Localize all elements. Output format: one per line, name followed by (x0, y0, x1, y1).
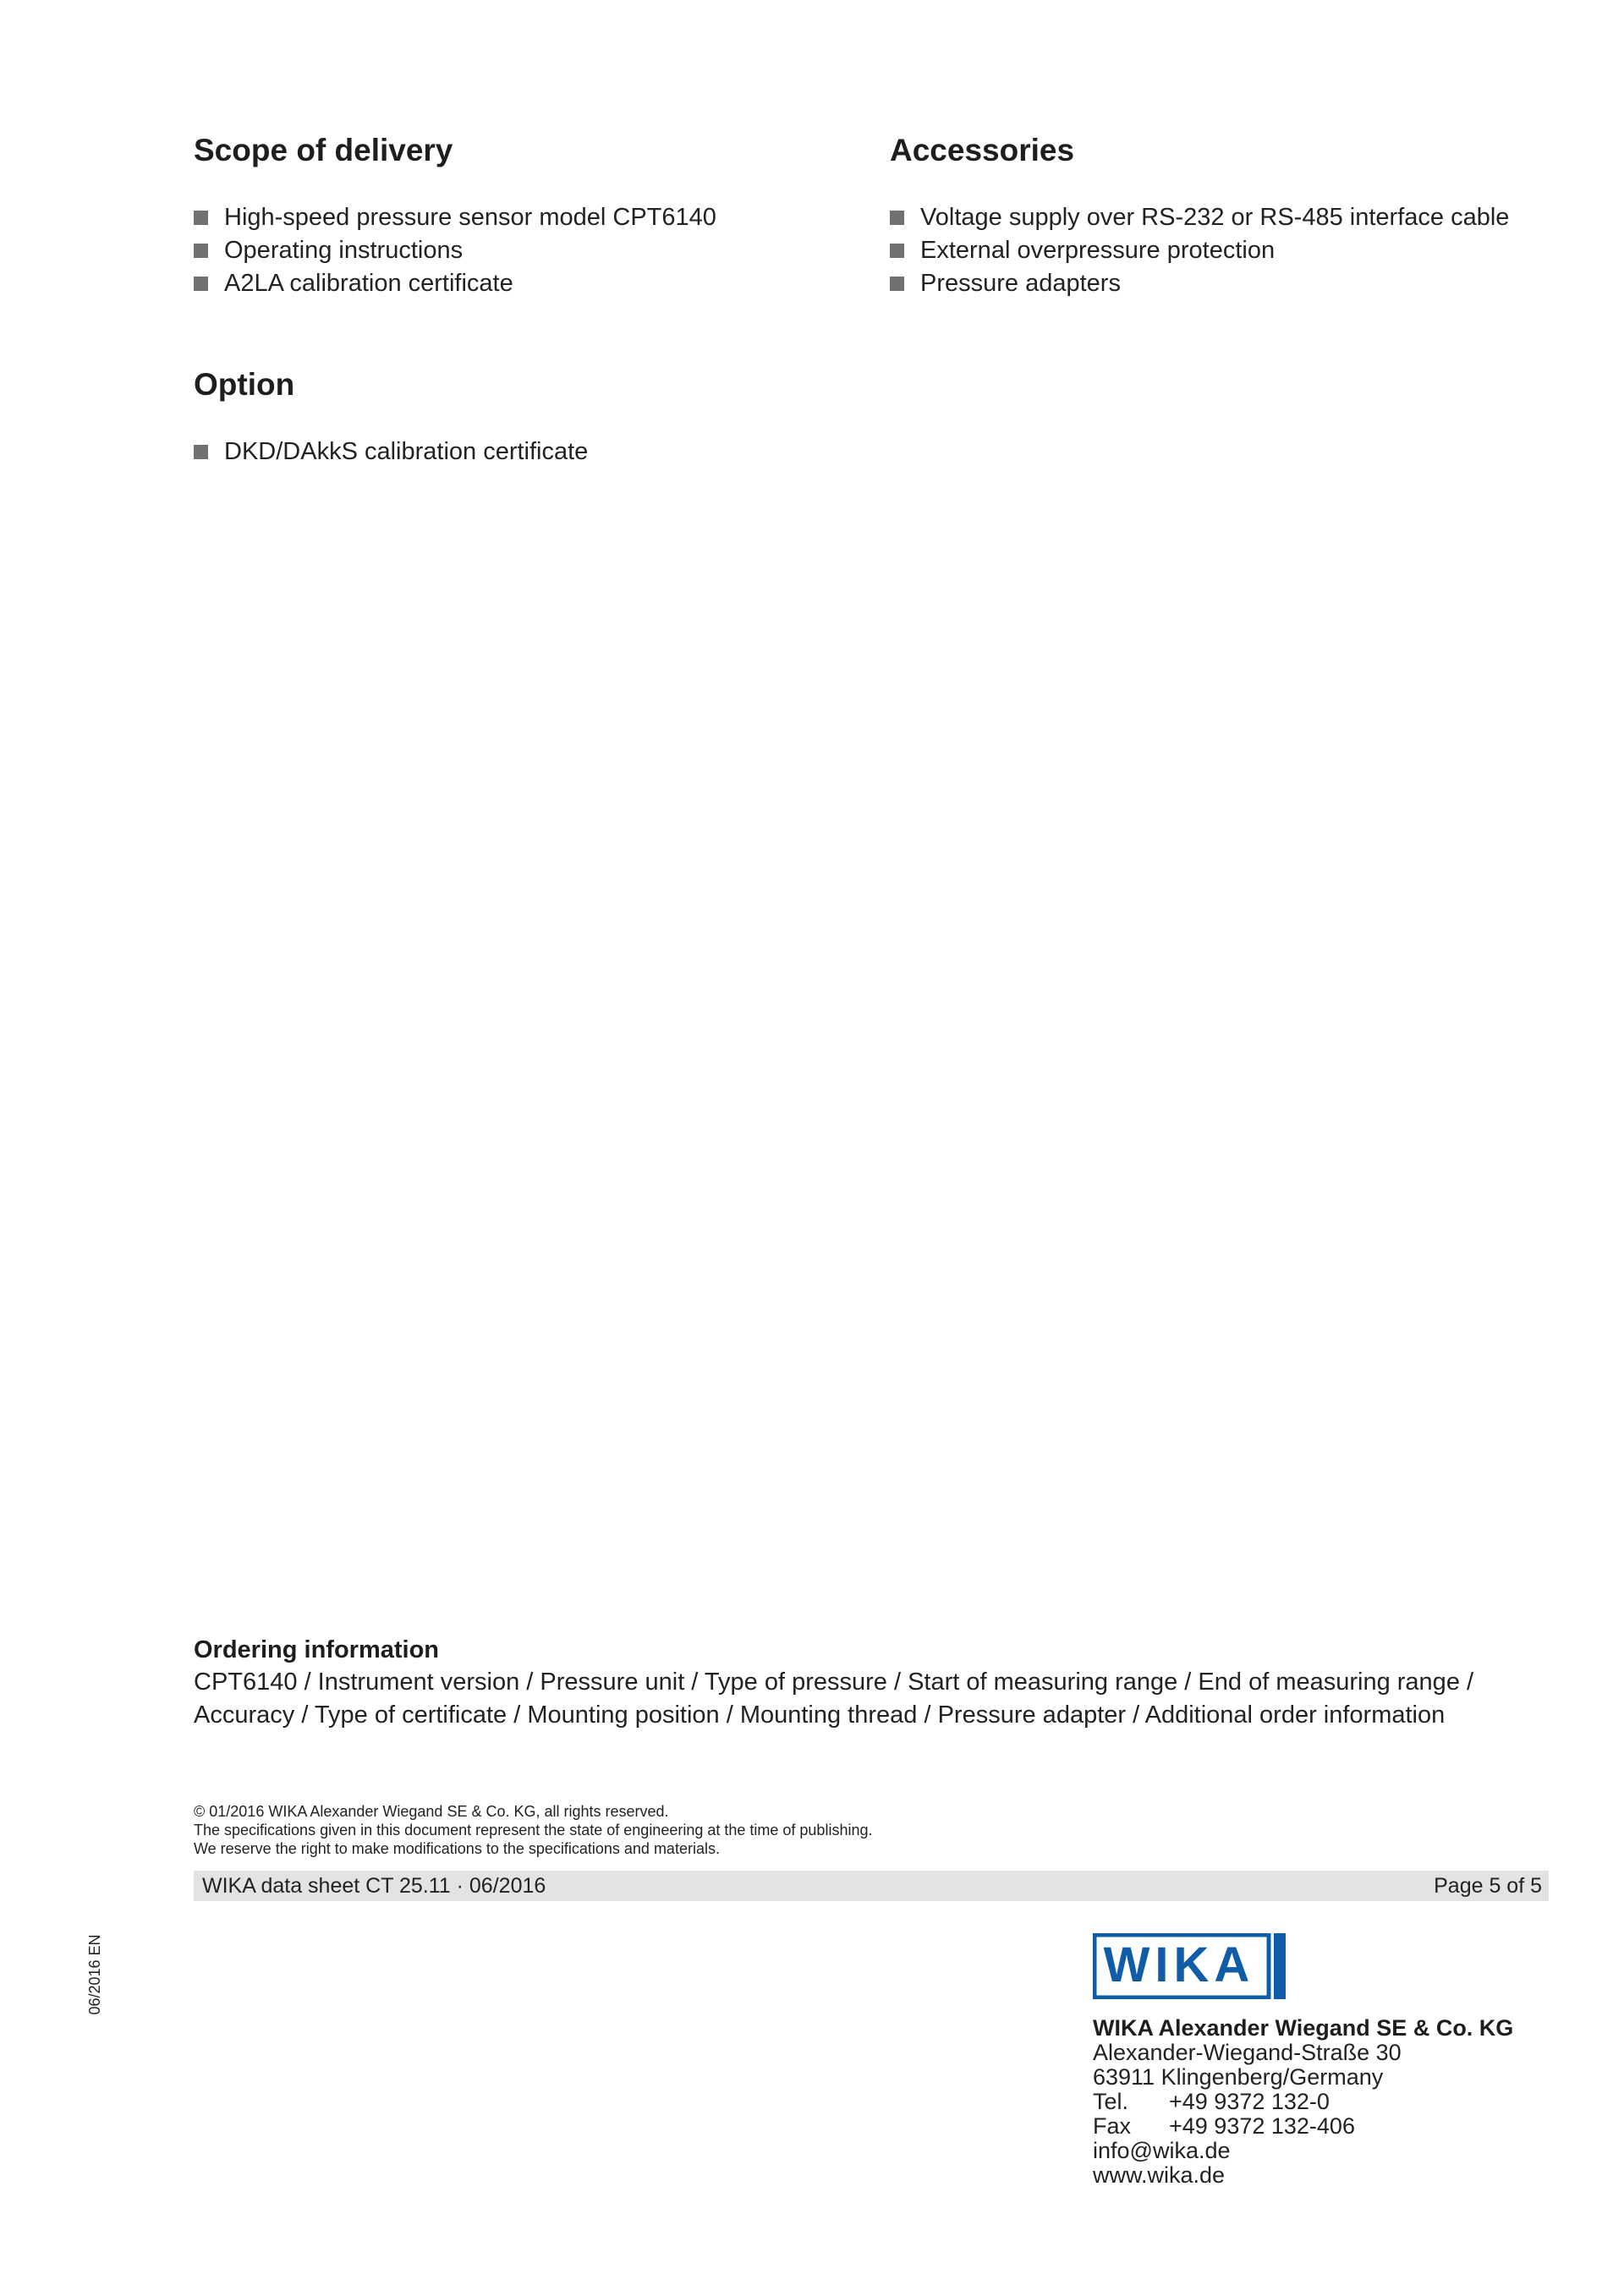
bullet-square-icon (194, 244, 208, 258)
ordering-information (194, 1634, 1547, 1732)
datasheet-reference: WIKA data sheet CT 25.11 · 06/2016 (202, 1874, 546, 1898)
logo-bar (1274, 1933, 1286, 1999)
list-item: External overpressure protection (890, 234, 1600, 267)
bullet-square-icon (194, 277, 208, 291)
city-address: 63911 Klingenberg/Germany (1093, 2064, 1384, 2090)
accessories-list (890, 201, 1600, 300)
scope-of-delivery-section (194, 132, 853, 300)
website-address: www.wika.de (1093, 2162, 1226, 2188)
list-item: DKD/DAkkS calibration certificate (194, 436, 853, 469)
accessories-heading: Accessories (890, 133, 1075, 167)
copyright-line: © 01/2016 WIKA Alexander Wiegand SE & Co. KG, all rights reserved. (194, 1803, 669, 1820)
telephone-line (1093, 2090, 1566, 2114)
list-item: Voltage supply over RS-232 or RS-485 interface cable (890, 201, 1600, 234)
email-address: info@wika.de (1093, 2138, 1231, 2163)
list-item: A2LA calibration certificate (194, 267, 853, 300)
fax-line (1093, 2114, 1566, 2139)
option-section (194, 366, 853, 469)
fax-label: Fax (1093, 2113, 1132, 2139)
logo-text: WIKA (1103, 1937, 1255, 1992)
fax-number: +49 9372 132-406 (1169, 2113, 1355, 2139)
legal-line: We reserve the right to make modifications to the specifications and materials. (194, 1840, 720, 1857)
legal-notice (194, 1802, 1293, 1858)
ordering-code-line: CPT6140 / Instrument version / Pressure unit / Type of pressure / Start of measuring range / End of measuring range / (194, 1669, 1474, 1696)
list-item: Operating instructions (194, 234, 853, 267)
side-edition-code-text: 06/2016 EN (86, 1934, 103, 2015)
wika-logo-icon (1093, 1933, 1286, 1999)
bullet-square-icon (194, 445, 208, 459)
ordering-code-line: Accuracy / Type of certificate / Mounting position / Mounting thread / Pressure adapter / Additional order information (194, 1701, 1446, 1729)
page-number: Page 5 of 5 (1434, 1874, 1542, 1898)
bullet-square-icon (194, 211, 208, 225)
footer-bar (194, 1871, 1549, 1901)
company-address (1093, 2016, 1566, 2188)
tel-label: Tel. (1093, 2089, 1129, 2114)
scope-of-delivery-heading: Scope of delivery (194, 133, 453, 167)
accessories-section (890, 132, 1600, 300)
company-name: WIKA Alexander Wiegand SE & Co. KG (1093, 2015, 1514, 2041)
option-heading: Option (194, 367, 295, 402)
bullet-square-icon (890, 244, 904, 258)
option-list (194, 436, 853, 469)
list-item: High-speed pressure sensor model CPT6140 (194, 201, 853, 234)
bullet-square-icon (890, 277, 904, 291)
legal-line: The specifications given in this document represent the state of engineering at the time of publishing. (194, 1822, 873, 1838)
list-item: Pressure adapters (890, 267, 1600, 300)
tel-number: +49 9372 132-0 (1169, 2089, 1330, 2114)
scope-of-delivery-list (194, 201, 853, 300)
street-address: Alexander-Wiegand-Straße 30 (1093, 2040, 1402, 2065)
bullet-square-icon (890, 211, 904, 225)
ordering-information-title: Ordering information (194, 1636, 439, 1663)
